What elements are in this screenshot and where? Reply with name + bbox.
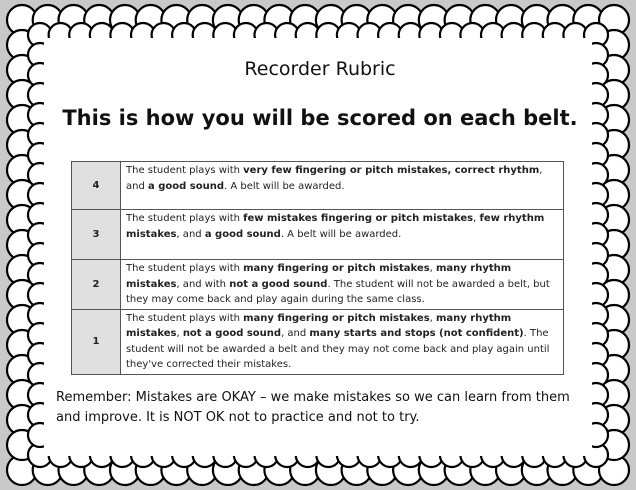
- rubric-text: , and: [126, 165, 543, 192]
- rubric-emphasis: , correct rhythm: [447, 165, 540, 176]
- rubric-emphasis: few mistakes fingering or pitch mistakes: [243, 213, 474, 224]
- rubric-row: [72, 260, 564, 310]
- rubric-text: The student plays with: [126, 165, 244, 176]
- rubric-text: . The student will not be awarded a belt and they may not come back and play again until they've corrected their mistakes.: [126, 328, 550, 370]
- rubric-text: , and: [176, 228, 205, 240]
- rubric-description: [121, 260, 564, 310]
- rubric-emphasis: a good sound: [148, 180, 224, 192]
- remember-not-ok: NOT OK: [173, 410, 225, 425]
- rubric-text: , and: [281, 328, 310, 339]
- page-title: Recorder Rubric: [244, 58, 396, 80]
- rubric-score: 3: [72, 210, 121, 260]
- rubric-description: [121, 309, 564, 374]
- rubric-score: 1: [72, 309, 121, 374]
- rubric-emphasis: a good sound: [204, 228, 281, 240]
- rubric-emphasis: many rhythm mistakes: [126, 263, 512, 290]
- rubric-text: ,: [473, 213, 480, 224]
- rubric-text: The student plays with: [126, 312, 244, 324]
- rubric-text: ,: [429, 263, 436, 274]
- rubric-text: . A belt will be awarded.: [280, 228, 402, 240]
- rubric-score: 2: [72, 260, 121, 310]
- rubric-emphasis: many rhythm mistakes: [126, 312, 512, 339]
- rubric-score: 4: [72, 162, 121, 210]
- rubric-emphasis: many fingering or pitch mistakes: [243, 312, 430, 324]
- rubric-text: The student plays with: [126, 213, 244, 224]
- rubric-page: [56, 48, 584, 448]
- rubric-text: ,: [176, 328, 183, 339]
- remember-text-2: – we make mistakes so we can learn from them and improve. It is: [56, 390, 570, 425]
- rubric-emphasis: not a good sound: [182, 328, 282, 339]
- rubric-emphasis: many fingering or pitch mistakes: [243, 263, 430, 274]
- remember-text-3: not to practice and not to try.: [224, 410, 420, 425]
- page-subtitle: This is how you will be scored on each belt.: [62, 106, 578, 130]
- rubric-text: . The student will not be awarded a belt, but they may come back and play again during the same class.: [126, 278, 550, 305]
- rubric-text: . A belt will be awarded.: [224, 180, 345, 192]
- remember-okay: OKAY: [221, 390, 256, 405]
- rubric-text: , and with: [176, 278, 230, 290]
- rubric-text: ,: [429, 312, 436, 324]
- rubric-row: [72, 162, 564, 210]
- remember-text-1: Remember: Mistakes are: [56, 390, 222, 405]
- rubric-emphasis: few rhythm mistakes: [126, 213, 545, 240]
- rubric-table: [71, 161, 564, 375]
- rubric-description: [121, 162, 564, 210]
- remember-note: [56, 388, 584, 428]
- rubric-emphasis: very few fingering or pitch mistakes: [243, 165, 448, 176]
- rubric-description: [121, 210, 564, 260]
- rubric-row: [72, 309, 564, 374]
- rubric-emphasis: many starts and stops (not confident): [309, 328, 524, 339]
- rubric-text: The student plays with: [126, 263, 244, 274]
- rubric-row: [72, 210, 564, 260]
- rubric-emphasis: not a good sound: [229, 278, 328, 290]
